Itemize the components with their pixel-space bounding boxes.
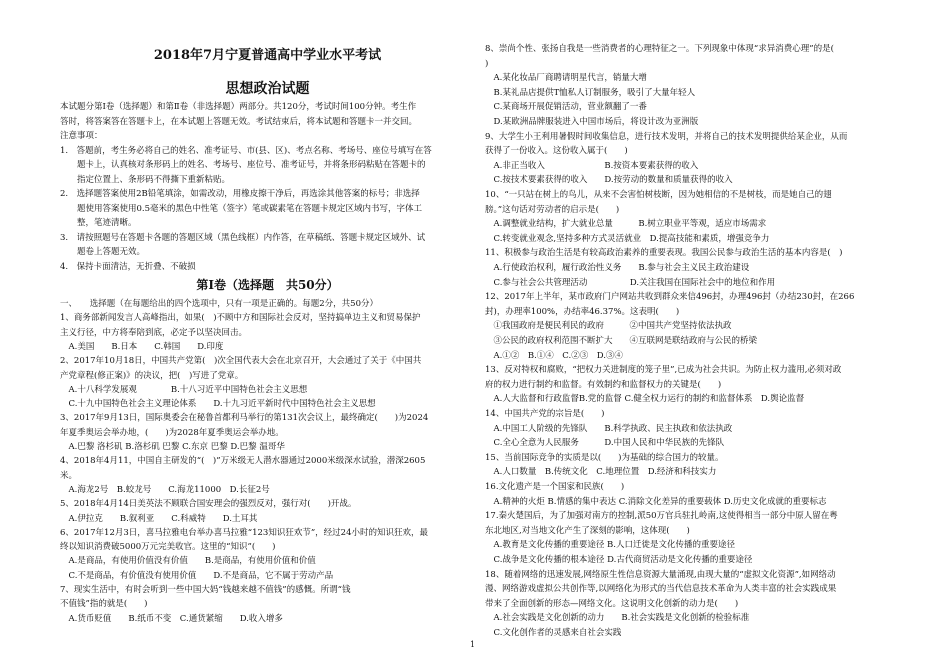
right-lines-line: A.①② B.①④ C.②③ D.③④	[485, 350, 623, 361]
right-lines-line: 东北地区,对当地文化产生了深刻的影响，这体现( )	[485, 525, 690, 536]
right-lines-line: C.某商场开展促销活动，营业额翻了一番	[485, 102, 647, 113]
right-lines-line: 14、中国共产党的宗旨是( )	[485, 409, 605, 419]
intro-line: 注意事项：	[60, 131, 103, 141]
section-title: 第Ⅰ卷（选择题 共50分）	[196, 278, 339, 292]
right-lines-line: C.参与社会公共管理活动 D.关注我国在国际社会中的地位和作用	[485, 277, 776, 288]
right-lines-line: 膀。”这句话对劳动者的启示是( )	[485, 204, 620, 215]
right-lines-line: 获得了一份收入。这份收入属于( )	[485, 146, 628, 157]
intro-line: 4. 保持卡面清洁，无折叠、不破损	[60, 261, 196, 272]
right-lines-line: 13、反对特权和腐败，“把权力关进制度的笼子里”,已成为社会共识。为防止权力滥用,必须对政	[485, 365, 842, 376]
left-lines-line: 终以知识消费破5000万元完美收官。这里的“知识”( )	[60, 542, 276, 553]
intro-line: 答时，将答案答在答题卡上，在本试题上答题无效。考试结束后，将本试题和答题卡一并交回。	[60, 116, 418, 127]
subject-title: 思想政治试题	[225, 81, 310, 97]
left-lines-line: 产党章程(修正案)》的决议，把( )写进了党章。	[60, 370, 244, 381]
right-lines-line: 带来了全面创新的形态—网络文化。这说明文化创新的动力是( )	[485, 598, 739, 609]
left-lines-line: 3、2017年9月13日，国际奥委会在秘鲁首都利马举行的第131次会议上，最终确定( )为2024	[60, 413, 429, 424]
right-lines-line: ①我国政府是便民利民的政府 ②中国共产党坚持依法执政	[485, 321, 732, 332]
right-lines-line: C.按技术要素获得的收入 D.按劳动的数量和质量获得的收入	[485, 175, 733, 186]
left-lines-line: A.是商品，有使用价值没有价值 B.是商品，有使用价值和价值	[60, 556, 316, 567]
right-lines-line: A.人大监督和行政监督B.党的监督 C.健全权力运行的制约和监督体系 D.舆论监督	[485, 394, 805, 405]
right-lines-line: 18、随着网络的迅速发展,网络原生性信息资源大量涌现,由现大量的“虚拟文化资源”,如网络动	[485, 569, 836, 580]
right-lines-line: A.中国工人阶级的先锋队 B.科学执政、民主执政和依法执政	[485, 423, 733, 434]
left-lines-line: A.十八科学发展观 B.十八习近平中国特色社会主义思想	[60, 384, 308, 395]
right-lines-line: C.战争是文化传播的根本途径 D.古代商贸活动是文化传播的重要途径	[485, 555, 753, 565]
intro-line: 2. 选择题答案使用2B铅笔填涂，如需改动，用橡皮擦干净后，再选涂其他答案的标号；非选择	[60, 189, 420, 199]
left-lines-line: 主义行径，中方将奉陪到底，必定予以坚决回击。	[60, 327, 248, 338]
left-lines-line: 7、现实生活中，有时会听到一些中国大妈“钱越来越不值钱”的感慨。所谓“钱	[60, 585, 351, 595]
right-lines-line: 12、2017年上半年，某市政府门户网站共收到群众来信496封，办理496封（办结230封，在266	[485, 292, 855, 303]
left-lines-line: A.货币贬值 B.纸币不变 C.通货紧缩 D.收入增多	[60, 613, 283, 624]
left-lines-line: A.美国 B.日本 C.韩国 D.印度	[60, 341, 224, 352]
intro-line: 3. 请按照题号在答题卡各题的答题区域（黑色线框）内作答，在草稿纸、答题卡规定区域外、试	[60, 232, 426, 243]
right-lines-line: ③公民的政府权利范围不断扩大 ④互联网是联结政府与公民的桥梁	[485, 336, 758, 346]
right-lines-line: A.行使政治权利，履行政治性义务 B.参与社会主义民主政治建设	[485, 263, 750, 273]
right-lines-line: 9、大学生小王利用暑假时间收集信息，进行技术发明，并将自己的技术发明提供给某企业，从而	[485, 131, 848, 142]
right-lines-line: D.某欧洲品牌服装进入中国市场后，将设计改为亚洲版	[485, 117, 699, 127]
intro-line: 指定位置上、条形码不得撕下重新粘贴。	[60, 174, 231, 185]
right-lines-line: A.非正当收入 B.按资本要素获得的收入	[485, 160, 699, 171]
left-lines-line: A.巴黎 洛杉矶 B.洛杉矶 巴黎 C.东京 巴黎 D.巴黎 温哥华	[60, 442, 285, 452]
left-lines-line: 一、 选择题（在每题给出的四个选项中，只有一项是正确的。每题2分，共50分）	[60, 299, 378, 309]
right-lines-line: A.某化妆品厂商聘请明星代言，销量大增	[485, 73, 647, 84]
intro-line: 1. 答题前，考生务必将自己的姓名、准考证号、市(县、区)、考点名称、考场号、座位号填写在答	[60, 145, 432, 156]
right-lines-line: A.精神的火炬 B.情感的集中表达 C.消除文化差异的重要载体 D.历史文化成就的重要标志	[485, 496, 827, 507]
left-lines-line: C.十九中国特色社会主义理论体系 D.十九习近平新时代中国特色社会主义思想	[60, 399, 376, 410]
intro-line: 整，笔迹清晰。	[60, 218, 137, 228]
left-lines-line: 4、2018年4月11，中国自主研发的“( )”万米级无人潜水器通过2000米级深水试验，潜深2605	[60, 456, 426, 467]
right-lines-line: 漫、网络游戏虚拟公共创作等,以网络化为形式的当代信息技术革命为人类丰富的社会实践成果	[485, 584, 837, 595]
right-lines-line: A.人口数量 B.传统文化 C.地理位置 D.经济和科技实力	[485, 467, 717, 478]
right-lines-line: C.文化创作者的灵感来自社会实践	[485, 628, 622, 638]
right-lines-line: 11、积极参与政治生活是有较高政治素养的重要表现。我国公民参与政治生活的基本内容是( )	[485, 248, 843, 259]
left-lines-line: 1、商务部新闻发言人高峰指出，如果( )不顾中方和国际社会反对，坚持搞单边主义和贸易保护	[60, 313, 421, 324]
exam-title: 2018年7月宁夏普通高中学业水平考试	[153, 48, 382, 63]
right-lines-line: 15、当前国际竞争的实质是以( )为基础的综合国力的较量。	[485, 452, 724, 463]
left-lines-line: 年夏季奥运会举办地，( )为2028年夏季奥运会举办地。	[60, 427, 284, 438]
page-number: 1	[470, 640, 476, 649]
left-lines-line: 2、2017年10月18日，中国共产党第( )次全国代表大会在北京召开，大会通过了关于《中国共	[60, 356, 422, 367]
left-lines-line: 不值钱”指的就是( )	[60, 599, 148, 610]
right-lines-line: A.社会实践是文化创新的动力 B.社会实践是文化创新的检验标准	[485, 613, 750, 624]
left-lines-line: A.海龙2号 B.蛟龙号 C.海龙11000 D.长征2号	[60, 484, 270, 495]
right-lines-line: A.教育是文化传播的重要途径 B.人口迁徙是文化传播的重要途径	[485, 540, 735, 551]
right-lines-line: 府的权力进行制约和监督。有效制约和监督权力的关键是( )	[485, 379, 722, 390]
left-lines-line: 6、2017年12月3日，喜马拉雅电台举办喜马拉雅“123知识狂欢节”，经过24小时的知识狂欢，最	[60, 527, 428, 538]
right-lines-line: A.调整就业结构，扩大就业总量 B.树立职业平等观，适应市场需求	[485, 219, 767, 230]
right-lines-line: B.某礼品店提供T恤私人订制服务，吸引了大量年轻人	[485, 87, 696, 98]
right-lines-line: 8、崇尚个性、张扬自我是一些消费者的心理特征之一。下列现象中体现“求异消费心理”的是(	[485, 44, 834, 54]
intro-line: 题卷上答题无效。	[60, 247, 146, 257]
right-lines-line: )	[485, 58, 489, 69]
left-lines-line: 5、2018年4月14日美英法不顾联合国安理会的强烈反对，强行对( )开战。	[60, 499, 357, 510]
right-lines-line: 封)，办理率100%，办结率46.37%。这表明( )	[485, 306, 680, 317]
left-lines-line: C.不是商品，有价值没有使用价值 D.不是商品，它不属于劳动产品	[60, 570, 334, 581]
left-lines-line: 米。	[60, 470, 78, 481]
right-lines-line: 16.文化遗产是一个国家和民族( )	[485, 482, 625, 492]
left-lines-line: A.伊拉克 B.叙利亚 C.科威特 D.土耳其	[60, 513, 258, 524]
right-lines-line: C.全心全意为人民服务 D.中国人民和中华民族的先锋队	[485, 438, 725, 449]
right-lines-line: C.转变就业观念,坚持多种方式灵活就业 D.提高技能和素质，增强竞争力	[485, 233, 770, 244]
intro-line: 题卡上，认真核对条形码上的姓名、考场号、座位号、准考证号，并将条形码粘贴在答题卡的	[60, 160, 426, 170]
right-lines-line: 10、“一只站在树上的鸟儿，从来不会害怕树枝断，因为她相信的不是树枝，而是她自己的翅	[485, 190, 832, 200]
right-lines-line: 17.秦火楚国后，为了加强对南方的控制,派50万官兵驻扎岭南,这使得相当一部分中原人留在粤	[485, 511, 838, 522]
intro-line: 本试题分第Ⅰ卷（选择题）和第Ⅱ卷（非选择题）两部分。共120分，考试时间100分钟。考生作	[60, 102, 417, 112]
intro-line: 题使用答案使用0.5毫米的黑色中性笔（签字）笔或碳素笔在答题卡规定区域内书写，字体工	[60, 203, 423, 214]
